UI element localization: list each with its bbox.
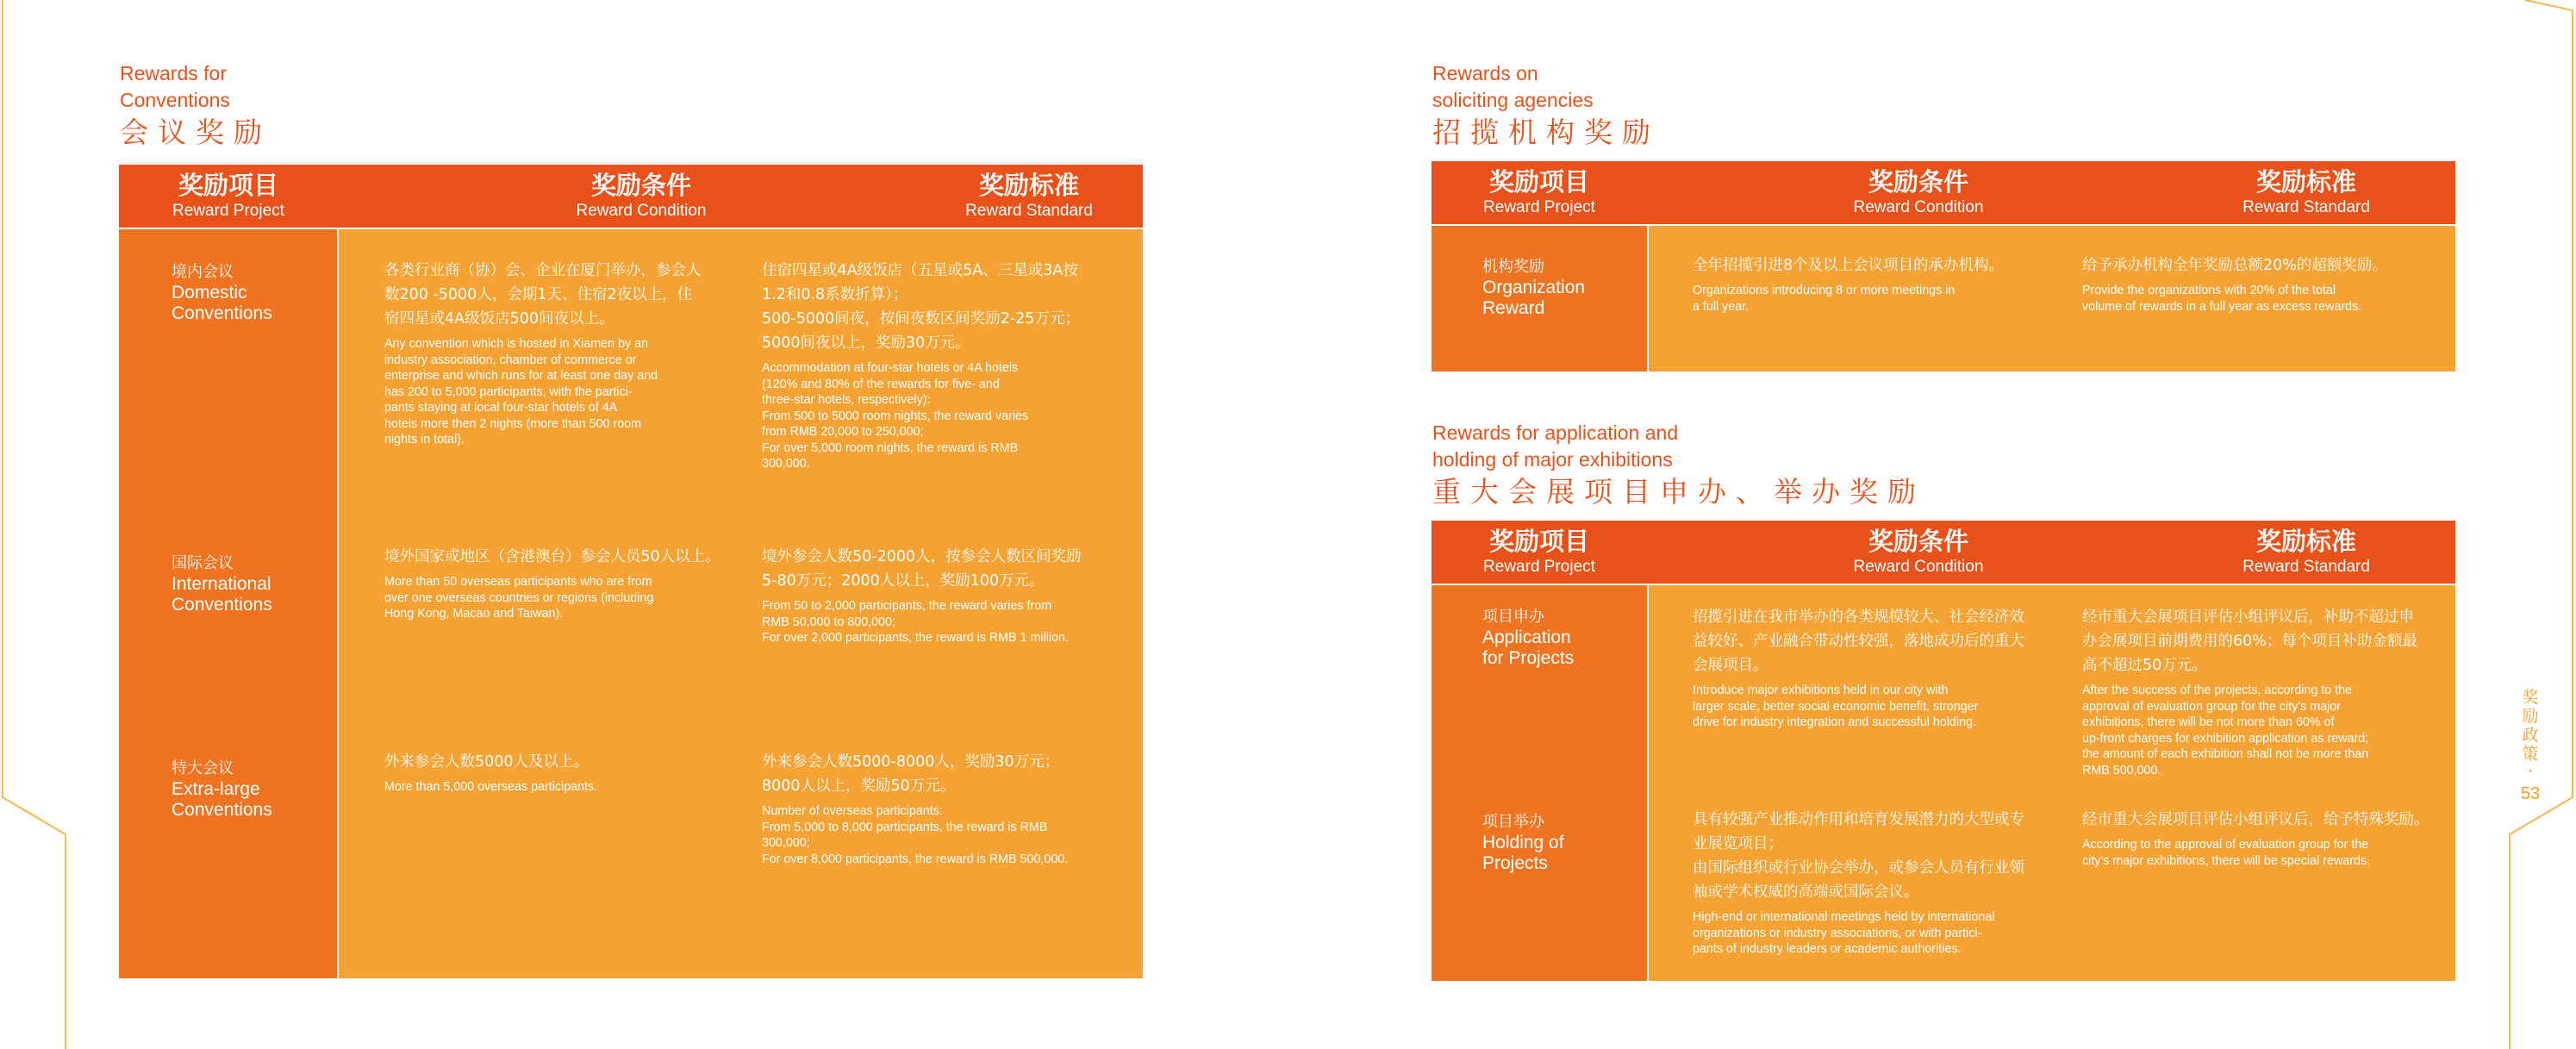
standard-organization-reward: 给予承办机构全年奖励总额20%的超额奖励。 Provide the organizations with 20% of the total volume of rewards in a full year as excess rewards. <box>2082 257 2387 314</box>
project-holding-of-projects: 项目举办 Holding of Projects <box>1482 813 1564 873</box>
exhibitions-header-reward-standard: 奖励标准 Reward Standard <box>2242 527 2370 576</box>
exhibitions-header-reward-condition: 奖励条件 Reward Condition <box>1853 527 1984 576</box>
side-section-label: 奖 励 政 策 · 53 <box>2517 688 2543 805</box>
exhibitions-title-en-2: holding of major exhibitions <box>1432 448 1673 471</box>
header-reward-condition: 奖励条件 Reward Condition <box>576 171 707 220</box>
condition-domestic-conventions: 各类行业商（协）会、企业在厦门举办，参会人 数200 -5000人，会期1天、住宿2夜以上，住 宿四星或4A级饭店500间夜以上。 Any convention which is hosted in Xiamen by an industry association, chamber of commerce or enterprise and which runs for at least one day and has 200 to 5,000 participants, with the partici- pants staying at local four-star hotels of 4A hotels more then 2 nights (more than 500 room nights in total). <box>384 262 702 446</box>
conventions-table <box>119 165 1143 978</box>
header-reward-standard: 奖励标准 Reward Standard <box>965 171 1093 220</box>
condition-holding-of-projects: 具有较强产业推动作用和培育发展潜力的大型或专 业展览项目； 由国际组织或行业协会举办，或参会人员有行业领 袖或学术权威的高端或国际会议。 High-end or international meetings held by international organizations or industry associations, or with partici- pants of industry leaders or academic authorities. <box>1693 811 2024 956</box>
exhibitions-table-header <box>1431 521 2455 584</box>
conventions-title-en-1: Rewards for <box>120 62 227 84</box>
project-application-for-projects: 项目申办 Application for Projects <box>1482 608 1575 668</box>
page-number: 53 <box>2520 784 2541 803</box>
project-organization-reward: 机构奖励 Organization Reward <box>1482 258 1586 318</box>
condition-application-for-projects: 招揽引进在我市举办的各类规模较大、社会经济效 益较好、产业融合带动性较强，落地成功后的重大 会展项目。 Introduce major exhibitions held in our city with larger scale, better social economic benefit, stronger drive for industry integration and successful holding. <box>1693 609 2024 729</box>
conventions-table-header <box>119 165 1143 228</box>
standard-international-conventions: 境外参会人数50-2000人，按参会人数区间奖励 5-80万元；2000人以上，奖励100万元。 From 50 to 2,000 participants, the reward varies from RMB 50,000 to 800,000; For over 2,000 participants, the reward is RMB 1 million. <box>762 548 1082 645</box>
conventions-title-zh: 会议奖励 <box>120 116 271 149</box>
standard-holding-of-projects: 经市重大会展项目评估小组评议后，给予特殊奖励。 According to the approval of evaluation group for the city's major exhibitions, there will be special rewards. <box>2082 811 2429 868</box>
left-edge-line <box>0 0 69 1049</box>
exhibitions-header-reward-project: 奖励项目 Reward Project <box>1483 527 1595 576</box>
conventions-title <box>120 60 271 151</box>
condition-extra-large-conventions: 外来参会人数5000人及以上。 More than 5,000 overseas participants. <box>384 753 598 794</box>
agencies-title-zh: 招揽机构奖励 <box>1432 116 1660 149</box>
agencies-header-reward-project: 奖励项目 Reward Project <box>1483 167 1595 216</box>
condition-organization-reward: 全年招揽引进8个及以上会议项目的承办机构。 Organizations introducing 8 or more meetings in a full year. <box>1693 257 2005 314</box>
header-reward-project: 奖励项目 Reward Project <box>172 171 284 220</box>
project-domestic-conventions: 境内会议 Domestic Conventions <box>172 263 272 323</box>
agencies-header-reward-condition: 奖励条件 Reward Condition <box>1853 167 1984 216</box>
agencies-table-header <box>1431 161 2455 224</box>
agencies-table <box>1431 161 2455 372</box>
exhibitions-title-en-1: Rewards for application and <box>1432 421 1679 444</box>
conventions-title-en-2: Conventions <box>120 89 230 111</box>
exhibitions-title-zh: 重大会展项目申办、举办奖励 <box>1432 475 1925 509</box>
agencies-title-en-2: soliciting agencies <box>1432 89 1594 111</box>
agencies-title-en-1: Rewards on <box>1432 62 1538 84</box>
condition-international-conventions: 境外国家或地区（含港澳台）参会人员50人以上。 More than 50 overseas participants who are from over one overseas countries or regions (including Hong Kong, Macao and Taiwan). <box>384 548 720 621</box>
agencies-title <box>1432 60 1660 151</box>
project-international-conventions: 国际会议 International Conventions <box>172 554 272 615</box>
standard-extra-large-conventions: 外来参会人数5000-8000人，奖励30万元； 8000人以上，奖励50万元。 Number of overseas participants: From 5,000 to 8,000 participants, the reward is RMB 300,000; For over 8,000 participants, the reward is RMB 500,000. <box>762 753 1069 866</box>
standard-application-for-projects: 经市重大会展项目评估小组评议后，补助不超过申 办会展项目前期费用的60%；每个项目补助金额最 高不超过50万元。 After the success of the projects, according to the approval of evaluation group for the city's major exhibitions, there will be not more than 60% of up-front charges for exhibition application as reward; the amount of each exhibition shall not be more than RMB 500,000. <box>2082 609 2417 777</box>
agencies-header-reward-standard: 奖励标准 Reward Standard <box>2242 167 2370 216</box>
standard-domestic-conventions: 住宿四星或4A级饭店（五星或5A、三星或3A按 1.2和0.8系数折算）； 500-5000间夜，按间夜数区间奖励2-25万元； 5000间夜以上，奖励30万元。 Accommodation at four-star hotels or 4A hotels (120% and 80% of the rewards for five- and three-star hotels, respectively): From 500 to 5000 room nights, the reward varies from RMB 20,000 to 250,000; For over 5,000 room nights, the reward is RMB 300,000. <box>762 262 1080 471</box>
exhibitions-title <box>1432 420 1925 510</box>
project-extra-large-conventions: 特大会议 Extra-large Conventions <box>172 759 272 820</box>
exhibitions-table <box>1431 521 2455 981</box>
